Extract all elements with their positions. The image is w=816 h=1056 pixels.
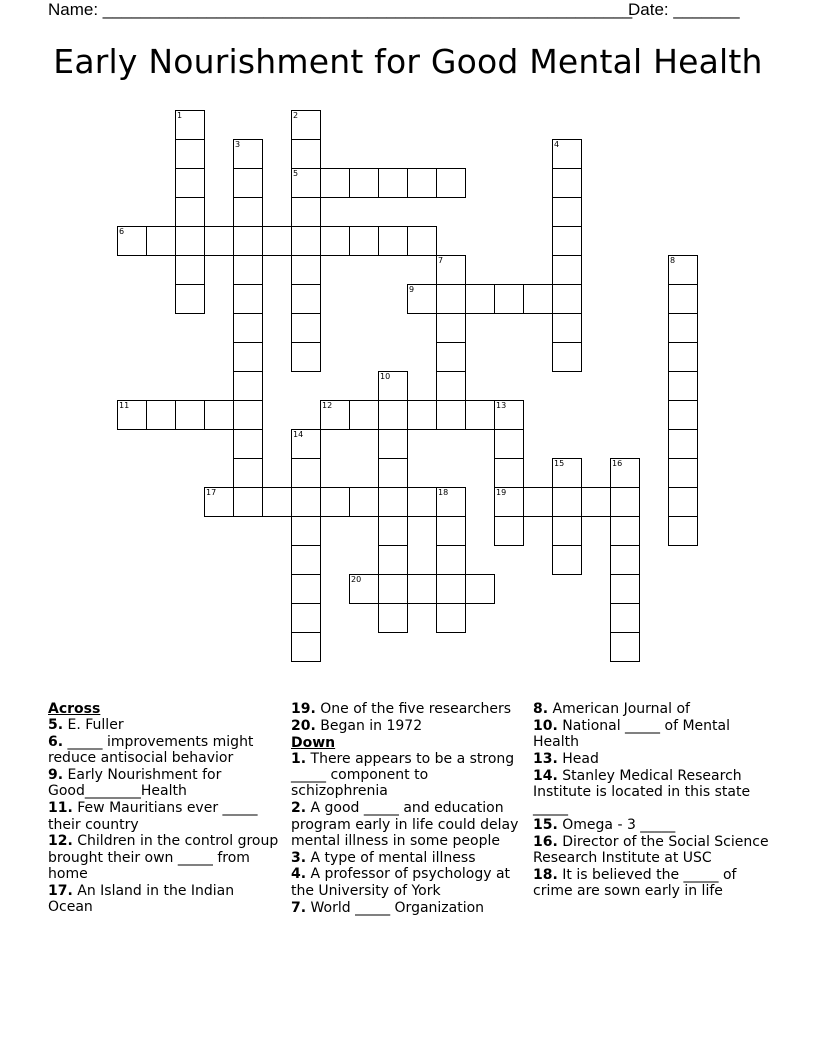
grid-cell[interactable] bbox=[494, 458, 524, 488]
grid-cell[interactable] bbox=[291, 632, 321, 662]
clue-number-12: 12 bbox=[322, 401, 333, 410]
clue-text: World _____ Organization bbox=[310, 899, 485, 916]
clue-11 bbox=[48, 800, 280, 833]
clue-num: 9. bbox=[48, 767, 64, 784]
grid-cell[interactable] bbox=[291, 139, 321, 169]
grid-cell[interactable] bbox=[552, 487, 582, 517]
grid-cell[interactable] bbox=[407, 574, 437, 604]
grid-cell[interactable] bbox=[668, 458, 698, 488]
clue-number-15: 15 bbox=[554, 459, 565, 468]
grid-cell[interactable] bbox=[291, 516, 321, 546]
clue-text: _____ improvements might reduce antisocial behavior bbox=[48, 734, 254, 767]
clue-17 bbox=[48, 883, 280, 916]
clue-2 bbox=[291, 800, 523, 849]
grid-cell[interactable] bbox=[291, 284, 321, 314]
grid-cell[interactable] bbox=[407, 168, 437, 198]
grid-cell[interactable] bbox=[146, 400, 176, 430]
clue-number-18: 18 bbox=[438, 488, 449, 497]
grid-cell[interactable] bbox=[233, 429, 263, 459]
grid-cell[interactable] bbox=[610, 603, 640, 633]
clue-num: 20. bbox=[291, 717, 316, 734]
grid-cell[interactable] bbox=[175, 168, 205, 198]
grid-cell[interactable] bbox=[436, 371, 466, 401]
clue-column-1 bbox=[48, 701, 280, 916]
grid-cell[interactable] bbox=[610, 574, 640, 604]
clue-10 bbox=[533, 718, 769, 751]
grid-cell[interactable] bbox=[320, 487, 350, 517]
clue-text: Head bbox=[562, 750, 599, 767]
grid-cell[interactable] bbox=[204, 400, 234, 430]
clue-18 bbox=[533, 867, 769, 900]
clue-12 bbox=[48, 833, 280, 882]
grid-cell[interactable] bbox=[291, 603, 321, 633]
grid-cell[interactable] bbox=[378, 226, 408, 256]
clue-number-1: 1 bbox=[177, 111, 183, 120]
grid-cell[interactable] bbox=[436, 516, 466, 546]
grid-cell[interactable] bbox=[378, 168, 408, 198]
grid-cell[interactable] bbox=[668, 284, 698, 314]
clue-num: 3. bbox=[291, 849, 307, 866]
clue-num: 4. bbox=[291, 866, 307, 883]
clue-num: 5. bbox=[48, 717, 64, 734]
clue-num: 15. bbox=[533, 817, 558, 834]
clue-text: Children in the control group brought their own _____ from home bbox=[48, 833, 279, 882]
grid-cell[interactable] bbox=[668, 429, 698, 459]
grid-cell[interactable] bbox=[204, 226, 234, 256]
grid-cell[interactable] bbox=[610, 487, 640, 517]
grid-cell[interactable] bbox=[668, 487, 698, 517]
grid-cell[interactable] bbox=[378, 458, 408, 488]
clue-text: A good _____ and education program early in life could delay mental illness in some people bbox=[291, 800, 519, 849]
clue-text: Few Mauritians ever _____ their country bbox=[48, 800, 258, 833]
grid-cell[interactable] bbox=[494, 516, 524, 546]
grid-cell[interactable] bbox=[233, 226, 263, 256]
grid-cell[interactable] bbox=[436, 603, 466, 633]
grid-cell[interactable] bbox=[291, 545, 321, 575]
grid-cell[interactable] bbox=[262, 487, 292, 517]
clue-9 bbox=[48, 767, 280, 800]
clue-text: Early Nourishment for Good________Health bbox=[48, 767, 222, 800]
grid-cell[interactable] bbox=[581, 487, 611, 517]
grid-cell[interactable] bbox=[668, 371, 698, 401]
grid-cell[interactable] bbox=[233, 168, 263, 198]
grid-cell[interactable] bbox=[233, 371, 263, 401]
grid-cell[interactable] bbox=[523, 487, 553, 517]
grid-cell[interactable] bbox=[494, 284, 524, 314]
grid-cell[interactable] bbox=[378, 545, 408, 575]
grid-cell[interactable] bbox=[233, 197, 263, 227]
date-field[interactable]: Date: _______ bbox=[628, 0, 740, 19]
grid-cell[interactable] bbox=[349, 400, 379, 430]
clue-number-13: 13 bbox=[496, 401, 507, 410]
grid-cell[interactable] bbox=[291, 197, 321, 227]
grid-cell[interactable] bbox=[378, 487, 408, 517]
clue-num: 6. bbox=[48, 734, 64, 751]
grid-cell[interactable] bbox=[610, 632, 640, 662]
across-heading: Across bbox=[48, 701, 101, 717]
clue-number-4: 4 bbox=[554, 140, 560, 149]
grid-cell[interactable] bbox=[436, 168, 466, 198]
clue-text: An Island in the Indian Ocean bbox=[48, 882, 235, 916]
name-field[interactable]: Name: ________________________________________________________ bbox=[48, 0, 633, 19]
clue-7 bbox=[291, 900, 523, 916]
grid-cell[interactable] bbox=[552, 226, 582, 256]
clue-num: 17. bbox=[48, 882, 73, 899]
clue-num: 19. bbox=[291, 701, 316, 717]
clue-text: It is believed the _____ of crime are sown early in life bbox=[533, 866, 737, 900]
clue-6 bbox=[48, 734, 280, 767]
grid-cell[interactable] bbox=[552, 313, 582, 343]
clue-number-9: 9 bbox=[409, 285, 415, 294]
grid-cell[interactable] bbox=[465, 400, 495, 430]
grid-cell[interactable] bbox=[378, 400, 408, 430]
grid-cell[interactable] bbox=[668, 313, 698, 343]
clue-number-14: 14 bbox=[293, 430, 304, 439]
grid-cell[interactable] bbox=[436, 342, 466, 372]
grid-cell[interactable] bbox=[523, 284, 553, 314]
clue-13 bbox=[533, 751, 769, 767]
clue-num: 8. bbox=[533, 701, 549, 717]
clue-number-11: 11 bbox=[119, 401, 130, 410]
grid-cell[interactable] bbox=[552, 516, 582, 546]
clue-column-3 bbox=[533, 701, 769, 900]
clue-14 bbox=[533, 768, 769, 817]
clue-number-7: 7 bbox=[438, 256, 444, 265]
grid-cell[interactable] bbox=[349, 226, 379, 256]
grid-cell[interactable] bbox=[175, 255, 205, 285]
clue-15 bbox=[533, 817, 769, 833]
clue-number-6: 6 bbox=[119, 227, 125, 236]
grid-cell[interactable] bbox=[291, 458, 321, 488]
grid-cell[interactable] bbox=[175, 226, 205, 256]
grid-cell[interactable] bbox=[175, 197, 205, 227]
grid-cell[interactable] bbox=[436, 284, 466, 314]
clue-5 bbox=[48, 717, 280, 733]
clue-number-2: 2 bbox=[293, 111, 299, 120]
grid-cell[interactable] bbox=[552, 545, 582, 575]
grid-cell[interactable] bbox=[378, 429, 408, 459]
clue-column-2 bbox=[291, 701, 523, 916]
grid-cell[interactable] bbox=[378, 574, 408, 604]
clue-number-8: 8 bbox=[670, 256, 676, 265]
grid-cell[interactable] bbox=[610, 516, 640, 546]
grid-cell[interactable] bbox=[378, 516, 408, 546]
clue-num: 16. bbox=[533, 833, 558, 850]
clue-text: One of the five researchers bbox=[320, 701, 511, 717]
grid-cell[interactable] bbox=[552, 284, 582, 314]
clue-text: E. Fuller bbox=[67, 717, 124, 734]
grid-cell[interactable] bbox=[320, 168, 350, 198]
clue-number-16: 16 bbox=[612, 459, 623, 468]
grid-cell[interactable] bbox=[175, 400, 205, 430]
clue-text: Began in 1972 bbox=[320, 717, 423, 734]
grid-cell[interactable] bbox=[552, 255, 582, 285]
grid-cell[interactable] bbox=[436, 545, 466, 575]
grid-cell[interactable] bbox=[407, 226, 437, 256]
grid-cell[interactable] bbox=[291, 313, 321, 343]
clue-text: A professor of psychology at the University of York bbox=[291, 866, 511, 899]
clue-3 bbox=[291, 850, 523, 866]
clue-text: Omega - 3 _____ bbox=[562, 817, 676, 834]
clue-1 bbox=[291, 751, 523, 800]
grid-cell[interactable] bbox=[349, 487, 379, 517]
grid-cell[interactable] bbox=[407, 487, 437, 517]
grid-cell[interactable] bbox=[668, 400, 698, 430]
grid-cell[interactable] bbox=[262, 226, 292, 256]
clue-number-10: 10 bbox=[380, 372, 391, 381]
grid-cell[interactable] bbox=[668, 516, 698, 546]
grid-cell[interactable] bbox=[233, 342, 263, 372]
clue-19 bbox=[291, 701, 523, 717]
grid-cell[interactable] bbox=[291, 255, 321, 285]
clue-16 bbox=[533, 834, 769, 867]
grid-cell[interactable] bbox=[291, 574, 321, 604]
clue-number-19: 19 bbox=[496, 488, 507, 497]
clue-4 bbox=[291, 866, 523, 899]
clue-text: A type of mental illness bbox=[310, 849, 476, 866]
grid-cell[interactable] bbox=[436, 400, 466, 430]
clue-num: 10. bbox=[533, 717, 558, 734]
clue-number-17: 17 bbox=[206, 488, 217, 497]
grid-cell[interactable] bbox=[552, 168, 582, 198]
grid-cell[interactable] bbox=[436, 574, 466, 604]
clue-num: 18. bbox=[533, 866, 558, 883]
clue-num: 11. bbox=[48, 800, 73, 817]
clue-text: National _____ of Mental Health bbox=[533, 717, 730, 751]
clue-num: 14. bbox=[533, 767, 558, 784]
clue-num: 13. bbox=[533, 750, 558, 767]
grid-cell[interactable] bbox=[610, 545, 640, 575]
grid-cell[interactable] bbox=[291, 487, 321, 517]
clue-text: There appears to be a strong _____ component to schizophrenia bbox=[291, 750, 515, 800]
clue-num: 7. bbox=[291, 899, 307, 916]
grid-cell[interactable] bbox=[175, 284, 205, 314]
grid-cell[interactable] bbox=[494, 429, 524, 459]
grid-cell[interactable] bbox=[349, 168, 379, 198]
page-title: Early Nourishment for Good Mental Health bbox=[53, 42, 763, 81]
clue-text: Director of the Social Science Research Institute at USC bbox=[533, 833, 769, 867]
grid-cell[interactable] bbox=[291, 342, 321, 372]
down-heading: Down bbox=[291, 734, 336, 751]
grid-cell[interactable] bbox=[378, 603, 408, 633]
grid-cell[interactable] bbox=[233, 458, 263, 488]
clue-number-3: 3 bbox=[235, 140, 241, 149]
grid-cell[interactable] bbox=[436, 313, 466, 343]
grid-cell[interactable] bbox=[668, 342, 698, 372]
clue-8 bbox=[533, 701, 769, 717]
grid-cell[interactable] bbox=[465, 284, 495, 314]
grid-cell[interactable] bbox=[552, 197, 582, 227]
clue-20 bbox=[291, 718, 523, 734]
grid-cell[interactable] bbox=[146, 226, 176, 256]
grid-cell[interactable] bbox=[233, 313, 263, 343]
grid-cell[interactable] bbox=[320, 226, 350, 256]
grid-cell[interactable] bbox=[233, 400, 263, 430]
grid-cell[interactable] bbox=[407, 400, 437, 430]
clue-text: American Journal of bbox=[552, 701, 690, 717]
grid-cell[interactable] bbox=[291, 226, 321, 256]
grid-cell[interactable] bbox=[233, 255, 263, 285]
grid-cell[interactable] bbox=[175, 139, 205, 169]
grid-cell[interactable] bbox=[233, 487, 263, 517]
clue-num: 12. bbox=[48, 833, 73, 850]
grid-cell[interactable] bbox=[233, 284, 263, 314]
grid-cell[interactable] bbox=[552, 342, 582, 372]
clue-number-5: 5 bbox=[293, 169, 299, 178]
clue-text: Stanley Medical Research Institute is located in this state _____ bbox=[533, 767, 751, 817]
clue-number-20: 20 bbox=[351, 575, 362, 584]
clue-num: 1. bbox=[291, 750, 307, 767]
grid-cell[interactable] bbox=[465, 574, 495, 604]
clue-num: 2. bbox=[291, 800, 307, 817]
